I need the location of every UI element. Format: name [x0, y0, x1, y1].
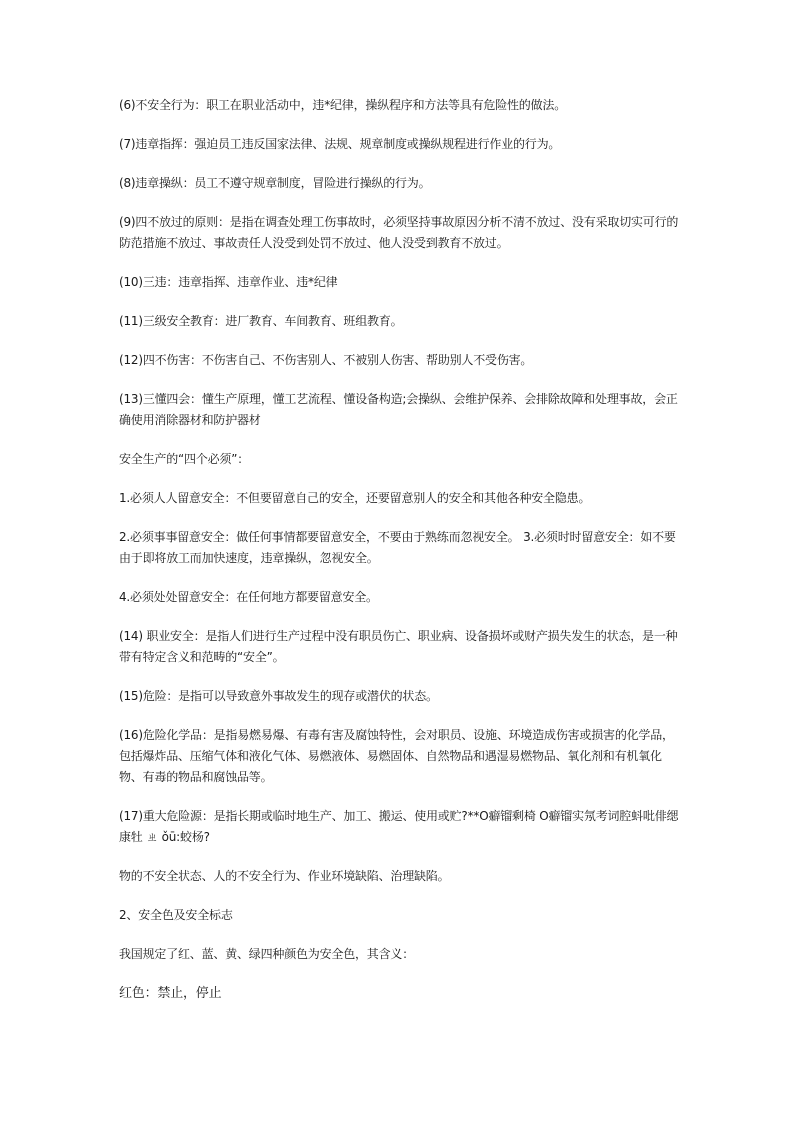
paragraph-four-not-let-go: (9)四不放过的原则：是指在调查处理工伤事故时，必须坚持事故原因分析不清不放过、没有采取切实可行的防范措施不放过、事故责任人没受到处罚不放过、他人没受到教育不放过。 — [119, 215, 679, 250]
paragraph-unsafe-state: 物的不安全状态、人的不安全行为、作业环境缺陷、治理缺陷。 — [119, 869, 450, 883]
paragraph-red-color: 红色：禁止，停止 — [119, 986, 222, 1001]
paragraph-illegal-operation: (8)违章操纵：员工不遵守规章制度，冒险进行操纵的行为。 — [119, 176, 431, 190]
paragraph-major-hazard-source: (17)重大危险源：是指长期或临时地生产、加工、搬运、使用或贮?**О癖镏剩椅 О癖镏实氖考词腔蚪吡俳缌康牡 ㄓ ǒū:蛟杨? — [119, 809, 679, 844]
paragraph-hazardous-chemicals: (16)危险化学品：是指易燃易爆、有毒有害及腐蚀特性，会对职员、设施、环境造成伤害或损害的化学品，包括爆炸品、压缩气体和液化气体、易燃液体、易燃固体、自然物品和遇湿易燃物品、氧化剂和有机氧化物、有毒的物品和腐蚀品等。 — [119, 728, 674, 784]
paragraph-three-level-education: (11)三级安全教育：进厂教育、车间教育、班组教育。 — [119, 314, 403, 328]
paragraph-three-violations: (10)三违：违章指挥、违章作业、违*纪律 — [119, 275, 338, 289]
paragraph-four-no-harm: (12)四不伤害：不伤害自己、不伤害别人、不被别人伤害、帮助别人不受伤害。 — [119, 353, 533, 367]
section-heading-safety-colors: 2、安全色及安全标志 — [119, 908, 233, 922]
paragraph-four-musts-heading: 安全生产的“四个必须”： — [119, 452, 250, 466]
paragraph-must-4: 4.必须处处留意安全：在任何地方都要留意安全。 — [119, 590, 378, 604]
paragraph-three-understand-four-can: (13)三懂四会：懂生产原理，懂工艺流程、懂设备构造;会操纵、会维护保养、会排除故障和处理事故，会正确使用消除器材和防护器材 — [119, 392, 678, 427]
paragraph-must-1: 1.必须人人留意安全：不但要留意自己的安全，还要留意别人的安全和其他各种安全隐患。 — [119, 491, 591, 505]
paragraph-danger: (15)危险：是指可以导致意外事故发生的现存或潜伏的状态。 — [119, 689, 438, 703]
paragraph-unsafe-behavior: (6)不安全行为：职工在职业活动中，违*纪律，操纵程序和方法等具有危险性的做法。 — [119, 98, 567, 112]
document-body — [119, 95, 679, 1004]
paragraph-illegal-command: (7)违章指挥：强迫员工违反国家法律、法规、规章制度或操纵规程进行作业的行为。 — [119, 137, 561, 151]
paragraph-safety-colors: 我国规定了红、蓝、黄、绿四种颜色为安全色，其含义： — [119, 947, 415, 961]
paragraph-occupational-safety: (14) 职业安全：是指人们进行生产过程中没有职员伤亡、职业病、设备损坏或财产损失发生的状态，是一种带有特定含义和范畴的“安全”。 — [119, 629, 678, 664]
paragraph-must-2-3: 2.必须事事留意安全：做任何事情都要留意安全，不要由于熟练而忽视安全。 3.必须时时留意安全：如不要由于即将放工而加快速度，违章操纵，忽视安全。 — [119, 530, 676, 565]
